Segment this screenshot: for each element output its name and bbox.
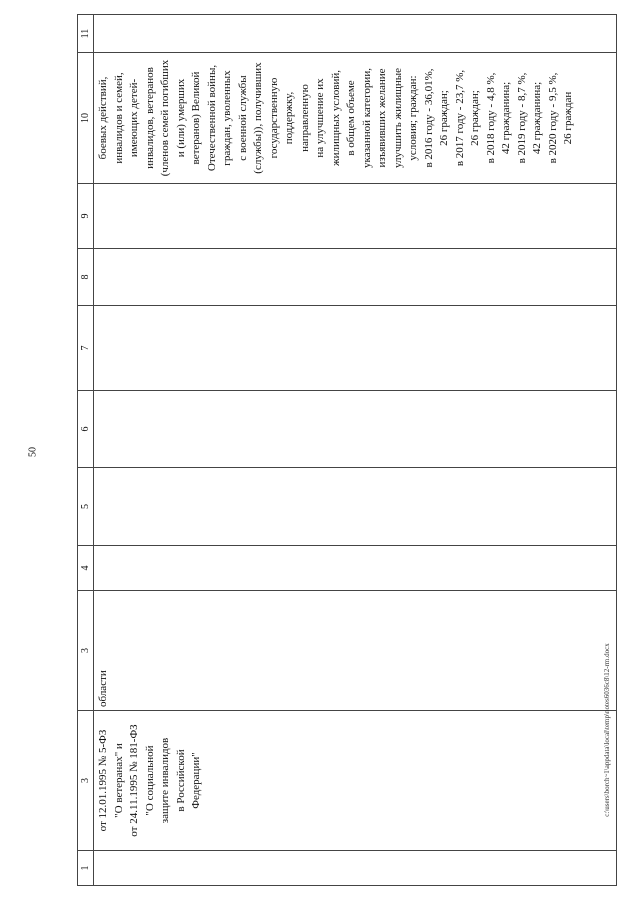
table-row [94, 15, 617, 886]
indicator-line: в 2017 году - 23,7 %, [453, 69, 466, 167]
cell-indicator-description [94, 53, 617, 184]
indicator-line: направленную [298, 84, 311, 152]
indicator-line: жилищных условий, [329, 70, 342, 166]
header-cell-4: 4 [78, 546, 94, 591]
cell-col9 [94, 184, 617, 249]
law-line: "О ветеранах" и [112, 743, 125, 818]
page-number: 50 [27, 447, 39, 457]
header-cell-6: 6 [78, 391, 94, 468]
indicator-line: 26 граждан; [438, 90, 450, 146]
header-cell-10: 10 [78, 53, 94, 184]
cell-col7 [94, 306, 617, 391]
indicator-line: 42 гражданина; [500, 81, 512, 155]
law-line: Федерации" [190, 752, 202, 809]
indicator-line: Отечественной войны, [205, 64, 218, 172]
cell-col8 [94, 249, 617, 306]
cell-region: области [94, 591, 617, 711]
law-line: защите инвалидов [159, 737, 171, 824]
header-cell-9: 9 [78, 184, 94, 249]
indicator-line: (службы)), получивших [252, 62, 264, 174]
header-cell-11: 11 [78, 15, 94, 53]
law-line: "О социальной [143, 745, 156, 816]
indicator-line: и (или) умерших [174, 78, 187, 158]
law-line: от 24.11.1995 № 181-ФЗ [128, 724, 140, 837]
header-cell-7: 7 [78, 306, 94, 391]
indicator-line: боевых действий, [97, 76, 109, 160]
indicator-line: государственную [267, 77, 280, 159]
cell-col6 [94, 391, 617, 468]
indicator-line: изъявивших желание [376, 68, 388, 168]
indicator-line: 42 гражданина; [531, 81, 543, 155]
indicator-line: 26 граждан; [469, 90, 481, 146]
indicator-line: поддержку, [283, 91, 295, 145]
file-path-footer: c:\users\borch~1\appdata\local\temp\notes6036c8\12-rm.docx [603, 643, 611, 817]
header-cell-8: 8 [78, 249, 94, 306]
indicator-line: инвалидов, ветеранов [143, 67, 156, 169]
header-row [78, 15, 94, 886]
law-line: от 12.01.1995 № 5-ФЗ [97, 729, 109, 832]
cell-col4 [94, 546, 617, 591]
indicator-line: улучшить жилищные [391, 68, 404, 168]
indicator-line: указанной категории, [360, 68, 373, 168]
indicator-line: граждан, уволенных [221, 70, 233, 166]
indicator-line: (членов семей погибших [159, 59, 171, 177]
header-cell-2: 3 [78, 711, 94, 851]
indicator-line: на улучшение их [314, 78, 326, 158]
header-cell-3: 3 [78, 591, 94, 711]
data-table [77, 14, 617, 886]
indicator-line: в 2018 году - 4,8 %, [484, 72, 497, 164]
indicator-line: в 2020 году - 9,5 %, [546, 72, 559, 164]
header-cell-5: 5 [78, 468, 94, 546]
indicator-line: условия; граждан: [407, 75, 419, 161]
indicator-line: с военной службы [236, 75, 249, 161]
indicator-line: имеющих детей- [128, 78, 140, 158]
indicator-line: ветеранов) Великой [190, 71, 202, 165]
indicator-line: в 2016 году - 36,01%, [422, 68, 435, 168]
indicator-line: 26 граждан [562, 91, 574, 145]
indicator-line: в общем объеме [345, 80, 357, 156]
cell-col1 [94, 851, 617, 886]
header-cell-1: 1 [78, 851, 94, 886]
indicator-line: инвалидов и семей, [112, 72, 125, 164]
cell-col5 [94, 468, 617, 546]
table-sheet [77, 26, 617, 886]
law-line: в Российской [174, 749, 187, 812]
cell-col11 [94, 15, 617, 53]
cell-law-references [94, 711, 617, 851]
indicator-line: в 2019 году - 8,7 %, [515, 72, 528, 164]
